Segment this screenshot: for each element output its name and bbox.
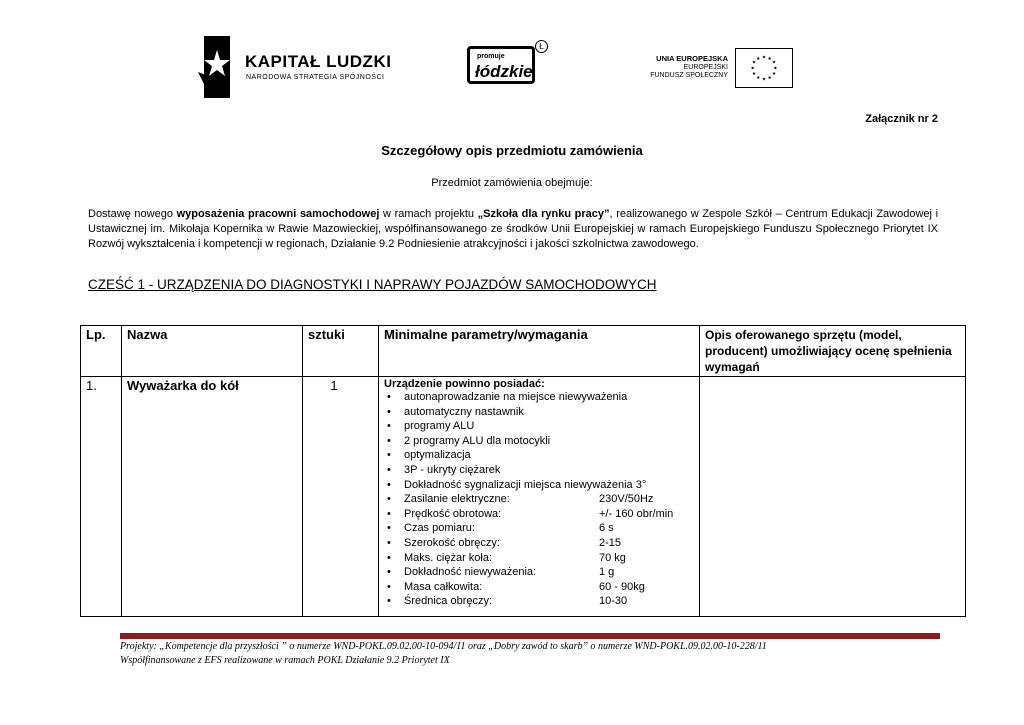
eu-flag-icon: [735, 48, 793, 88]
row-qty: 1: [303, 377, 379, 617]
svg-text:★: ★: [761, 77, 767, 83]
list-item: [384, 492, 694, 507]
lodzkie-big-text: łódzkie: [475, 62, 533, 81]
row-lp: 1.: [81, 377, 122, 617]
feature-value: 2-15: [599, 536, 622, 549]
feature-label: Dokładność niewyważenia:: [404, 566, 537, 579]
list-item: [384, 405, 694, 420]
feature-label: Maks. ciężar koła:: [404, 551, 493, 564]
svg-text:★: ★: [756, 75, 761, 81]
list-item: [384, 419, 694, 434]
kapital-ludzki-logo: [198, 36, 392, 98]
lodzkie-logo: [467, 40, 547, 88]
feature-label: Masa całkowita:: [404, 580, 483, 593]
footer-divider-thin: [120, 638, 940, 639]
svg-text:★: ★: [756, 56, 761, 62]
list-item: [384, 521, 694, 536]
footer-projects: Projekty: „Kompetencje dla przyszłości ” o numerze WND-POKL.09.02.00-10-094/11 oraz „Dobry zawód to skarb” o numerze WND-POKL.09.02.00-10-228/11: [120, 641, 767, 652]
list-item: [384, 390, 694, 405]
intro-bold-2: „Szkoła dla rynku pracy”: [477, 208, 610, 220]
feature-value: +/- 160 obr/min: [599, 507, 674, 520]
kapital-ludzki-title: KAPITAŁ LUDZKI: [245, 52, 392, 71]
eu-fund-line2: FUNDUSZ SPOŁECZNY: [650, 72, 728, 79]
svg-text:★: ★: [750, 66, 755, 72]
feature-label: Dokładność sygnalizacji miejsca niewyważenia 3°: [404, 478, 647, 491]
intro-text-2: w ramach projektu: [379, 208, 478, 220]
list-item: [384, 434, 694, 449]
list-item: [384, 463, 694, 478]
list-item: [384, 448, 694, 463]
lodzkie-circle-mark: Ł: [535, 40, 548, 53]
lodzkie-logo-frame: [467, 46, 535, 84]
eu-name: UNIA EUROPEJSKA: [656, 54, 728, 63]
header-lp: Lp.: [81, 326, 122, 377]
requirements-heading: Urządzenie powinno posiadać:: [384, 378, 545, 390]
intro-paragraph: [88, 207, 938, 251]
svg-text:★: ★: [767, 56, 772, 62]
header-requirements: Minimalne parametry/wymagania: [379, 326, 700, 377]
svg-text:★: ★: [751, 72, 757, 78]
feature-value: 1 g: [599, 566, 615, 579]
document-title: Szczegółowy opis przedmiotu zamówienia: [381, 143, 643, 158]
list-item: [384, 478, 694, 493]
feature-value: 60 - 90kg: [599, 580, 645, 593]
feature-label: Szerokość obręczy:: [404, 536, 500, 549]
row-name: Wyważarka do kół: [122, 377, 303, 617]
feature-label: programy ALU: [404, 420, 475, 433]
feature-label: automatyczny nastawnik: [404, 405, 524, 418]
row-requirements: [379, 377, 700, 617]
feature-label: optymalizacja: [404, 449, 471, 462]
list-item: [384, 565, 694, 580]
subject-heading: Przedmiot zamówienia obejmuje:: [431, 177, 593, 189]
intro-text-3: , realizowanego w Zespole Szkół – Centrum Edukacji Zawodowej i Ustawicznej im. Mikołaja Kopernika w Rawie Mazowieckiej, współfinansowanego ze środków Unii Europejskiej w ramach Europejskiego Funduszu Społecznego Priorytet IX Rozwój wykształcenia i kompetencji w regionach, Działanie 9.2 Podniesienie atrakcyjności i jakości szkolnictwa zawodowego.: [88, 208, 939, 250]
feature-value: 70 kg: [599, 551, 626, 564]
lodzkie-small-text: promuje: [477, 53, 505, 60]
list-item: [384, 536, 694, 551]
feature-label: 2 programy ALU dla motocykli: [404, 434, 551, 447]
svg-text:★: ★: [761, 55, 767, 61]
feature-value: 6 s: [599, 522, 614, 535]
footer-cofinancing: Współfinansowane z EFS realizowane w ramach POKL Działanie 9.2 Priorytet IX: [120, 655, 450, 666]
feature-label: Czas pomiaru:: [404, 522, 475, 535]
feature-value: 230V/50Hz: [599, 493, 654, 506]
feature-label: 3P - ukryty ciężarek: [404, 463, 501, 476]
header-name: Nazwa: [122, 326, 303, 377]
attachment-number: Załącznik nr 2: [865, 113, 938, 125]
feature-label: Średnica obręczy:: [404, 595, 493, 608]
kapital-ludzki-star-icon: [198, 36, 236, 98]
svg-text:★: ★: [771, 72, 777, 78]
table-row: [81, 377, 966, 617]
feature-label: Zasilanie elektryczne:: [404, 493, 510, 506]
svg-text:★: ★: [773, 66, 778, 72]
table-header-row: [81, 326, 966, 377]
features-list: [384, 390, 694, 609]
list-item: [384, 594, 694, 609]
specification-table: [80, 325, 966, 617]
feature-label: autonaprowadzanie na miejsce niewyważenia: [404, 391, 628, 403]
feature-value: 10-30: [599, 595, 628, 608]
list-item: [384, 580, 694, 595]
svg-text:★: ★: [771, 60, 777, 66]
header-qty: sztuki: [303, 326, 379, 377]
row-offer: [700, 377, 966, 617]
kapital-ludzki-subtitle: NARODOWA STRATEGIA SPÓJNOŚCI: [246, 74, 385, 81]
svg-text:★: ★: [767, 75, 772, 81]
eu-logo: [640, 48, 800, 92]
intro-text-1: Dostawę nowego: [88, 208, 177, 220]
header-offer: Opis oferowanego sprzętu (model, producent) umożliwiający ocenę spełnienia wymagań: [700, 326, 966, 377]
eu-fund-line1: EUROPEJSKI: [683, 64, 728, 71]
intro-bold-1: wyposażenia pracowni samochodowej: [176, 208, 380, 220]
feature-label: Prędkość obrotowa:: [404, 507, 502, 520]
section-title: CZEŚĆ 1 - URZĄDZENIA DO DIAGNOSTYKI I NAPRAWY POJAZDÓW SAMOCHODOWYCH: [88, 277, 657, 292]
list-item: [384, 507, 694, 522]
list-item: [384, 551, 694, 566]
svg-text:★: ★: [751, 60, 757, 66]
